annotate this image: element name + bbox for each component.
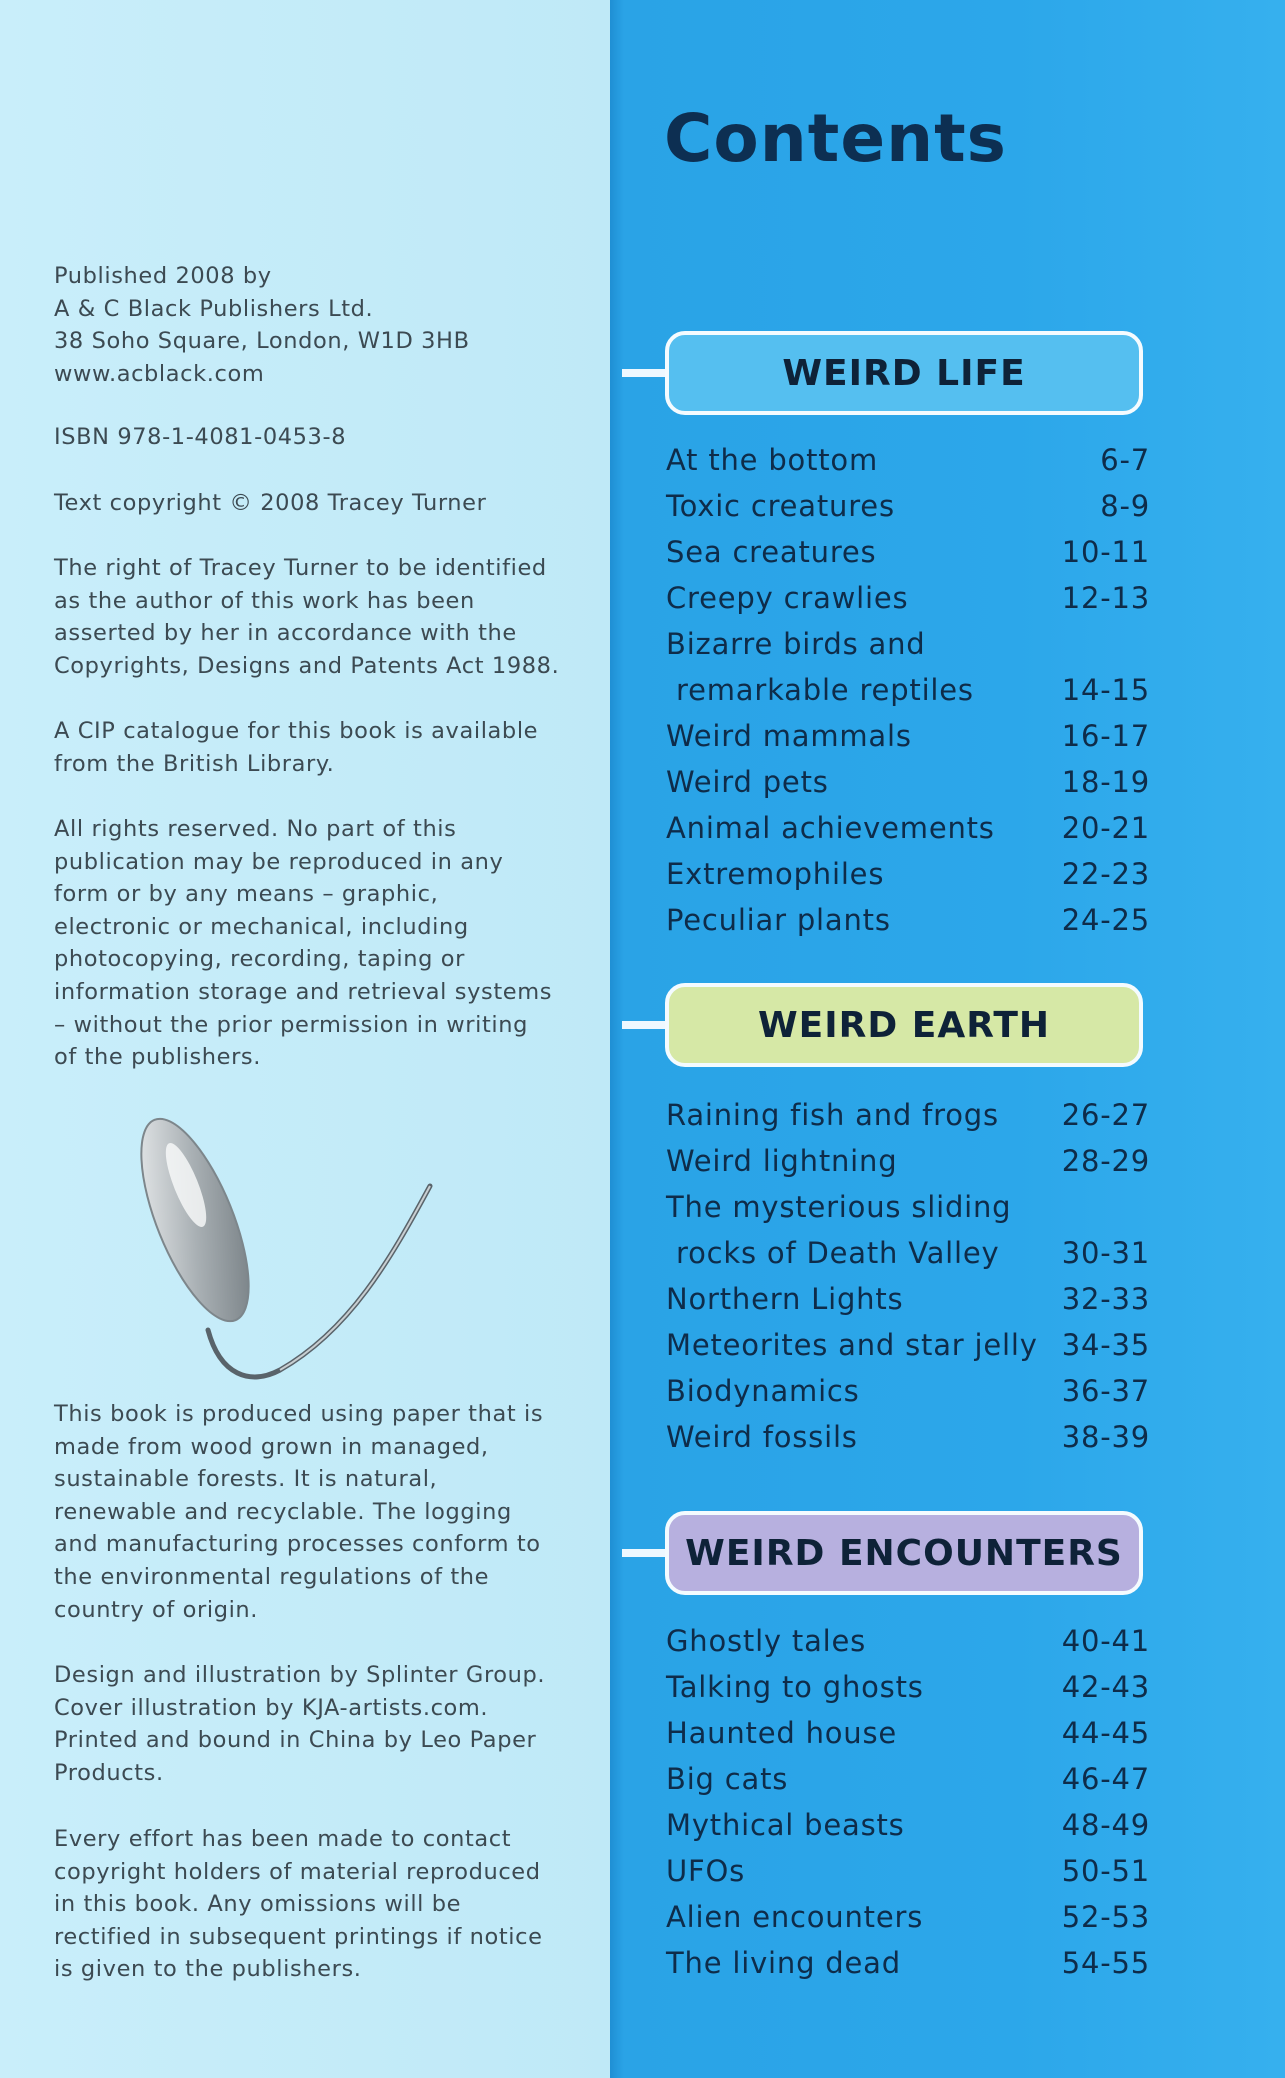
toc-entry-pages: 20-21 bbox=[1061, 811, 1150, 845]
toc-entry[interactable] bbox=[666, 1420, 1150, 1466]
imprint-line: form or by any means – graphic, bbox=[54, 881, 439, 908]
toc-entry-pages: 42-43 bbox=[1061, 1670, 1150, 1704]
section-header: WEIRD ENCOUNTERS bbox=[665, 1511, 1143, 1595]
toc-entry-pages: 36-37 bbox=[1061, 1374, 1150, 1408]
imprint-line: Design and illustration by Splinter Group. bbox=[54, 1662, 546, 1688]
imprint-line: rectified in subsequent printings if notice bbox=[54, 1923, 543, 1950]
page-title: Contents bbox=[664, 100, 1007, 177]
imprint-line: is given to the publishers. bbox=[54, 1956, 362, 1983]
toc-entry-pages: 10-11 bbox=[1061, 535, 1150, 569]
imprint-line: of the publishers. bbox=[54, 1044, 261, 1071]
toc-entry[interactable] bbox=[666, 1328, 1150, 1374]
imprint-line: ISBN 978-1-4081-0453-8 bbox=[54, 424, 347, 450]
toc-entry-title: Weird lightning bbox=[666, 1144, 898, 1178]
toc-entry-pages: 38-39 bbox=[1061, 1420, 1150, 1454]
toc-entry-pages: 48-49 bbox=[1061, 1808, 1150, 1842]
toc-entry-title: Toxic creatures bbox=[666, 489, 895, 523]
toc-entry-title: Creepy crawlies bbox=[666, 581, 909, 615]
imprint-paragraph bbox=[54, 1398, 543, 1626]
imprint-line: www.acblack.com bbox=[54, 360, 265, 387]
imprint-line: as the author of this work has been bbox=[54, 587, 475, 614]
imprint-paragraph bbox=[54, 487, 486, 520]
toc-entry-title: Ghostly tales bbox=[666, 1624, 867, 1658]
imprint-paragraph bbox=[54, 813, 552, 1074]
toc-entry-title: At the bottom bbox=[666, 443, 879, 477]
imprint-line: Printed and bound in China by Leo Paper bbox=[54, 1727, 537, 1754]
toc-entry-title: The living dead bbox=[666, 1946, 901, 1980]
toc-entry-pages: 40-41 bbox=[1061, 1624, 1150, 1658]
toc-entry[interactable] bbox=[666, 765, 1150, 811]
imprint-paragraph bbox=[54, 421, 346, 454]
toc-entry-pages: 30-31 bbox=[1061, 1236, 1150, 1270]
toc-entry-pages: 44-45 bbox=[1061, 1716, 1150, 1750]
imprint-line: Text copyright © 2008 Tracey Turner bbox=[54, 490, 487, 516]
toc-entry[interactable] bbox=[666, 1190, 1150, 1236]
toc-entry-title: Talking to ghosts bbox=[666, 1670, 924, 1704]
imprint-line: renewable and recyclable. The logging bbox=[54, 1498, 512, 1525]
imprint-paragraph bbox=[54, 260, 470, 390]
toc-entry-title: rocks of Death Valley bbox=[666, 1236, 1000, 1270]
toc-entry-pages: 8-9 bbox=[1100, 489, 1150, 523]
toc-entry[interactable] bbox=[666, 1098, 1150, 1144]
imprint-line: Cover illustration by KJA-artists.com. bbox=[54, 1694, 489, 1721]
imprint-line: made from wood grown in managed, bbox=[54, 1433, 489, 1460]
toc-entry-pages: 52-53 bbox=[1061, 1900, 1150, 1934]
toc-entry-pages: 54-55 bbox=[1061, 1946, 1150, 1980]
toc-entry-title: Bizarre birds and bbox=[666, 627, 926, 661]
toc-entry[interactable] bbox=[666, 1624, 1150, 1670]
toc-entry[interactable] bbox=[666, 1854, 1150, 1900]
section-connector bbox=[622, 369, 667, 377]
imprint-line: photocopying, recording, taping or bbox=[54, 946, 465, 973]
toc-entry[interactable] bbox=[666, 811, 1150, 857]
toc-entry-pages: 28-29 bbox=[1061, 1144, 1150, 1178]
imprint-line: The right of Tracey Turner to be identified bbox=[54, 555, 547, 581]
toc-entry-title: Sea creatures bbox=[666, 535, 877, 569]
imprint-paragraph bbox=[54, 715, 538, 780]
toc-entry-pages: 22-23 bbox=[1061, 857, 1150, 891]
imprint-line: – without the prior permission in writing bbox=[54, 1011, 528, 1038]
toc-entry-title: UFOs bbox=[666, 1854, 746, 1888]
imprint-line: from the British Library. bbox=[54, 750, 335, 777]
toc-entry-pages: 6-7 bbox=[1100, 443, 1150, 477]
section-connector bbox=[622, 1021, 667, 1029]
toc-entry[interactable] bbox=[666, 1716, 1150, 1762]
imprint-line: asserted by her in accordance with the bbox=[54, 620, 517, 647]
toc-entry-pages: 18-19 bbox=[1061, 765, 1150, 799]
toc-entry-title: Alien encounters bbox=[666, 1900, 924, 1934]
toc-entry-title: Extremophiles bbox=[666, 857, 885, 891]
toc-entry-title: Weird mammals bbox=[666, 719, 912, 753]
imprint-line: Every effort has been made to contact bbox=[54, 1826, 512, 1852]
toc-entry-title: The mysterious sliding bbox=[666, 1190, 1012, 1224]
toc-entry[interactable] bbox=[666, 489, 1150, 535]
toc-entry-title: Big cats bbox=[666, 1762, 789, 1796]
toc-entry-title: Raining fish and frogs bbox=[666, 1098, 999, 1132]
toc-entry[interactable] bbox=[666, 1374, 1150, 1420]
imprint-line: information storage and retrieval systems bbox=[54, 978, 553, 1005]
imprint-line: All rights reserved. No part of this bbox=[54, 816, 457, 842]
imprint-line: publication may be reproduced in any bbox=[54, 848, 504, 875]
imprint-line: copyright holders of material reproduced bbox=[54, 1858, 541, 1885]
toc-entry-pages: 24-25 bbox=[1061, 903, 1150, 937]
imprint-line: the environmental regulations of the bbox=[54, 1563, 490, 1590]
toc-entry[interactable] bbox=[666, 581, 1150, 627]
toc-entry-pages: 32-33 bbox=[1061, 1282, 1150, 1316]
toc-entry-title: Mythical beasts bbox=[666, 1808, 905, 1842]
imprint-line: in this book. Any omissions will be bbox=[54, 1891, 462, 1918]
toc-entry-title: Haunted house bbox=[666, 1716, 898, 1750]
toc-entry-title: Meteorites and star jelly bbox=[666, 1328, 1038, 1362]
toc-entry[interactable] bbox=[666, 903, 1150, 949]
toc-entry[interactable] bbox=[666, 1762, 1150, 1808]
toc-entry-pages: 46-47 bbox=[1061, 1762, 1150, 1796]
toc-entry[interactable] bbox=[666, 1670, 1150, 1716]
toc-entry-title: remarkable reptiles bbox=[666, 673, 974, 707]
toc-entry[interactable] bbox=[666, 535, 1150, 581]
toc-entry[interactable] bbox=[666, 1808, 1150, 1854]
imprint-line: country of origin. bbox=[54, 1596, 259, 1623]
imprint-line: Copyrights, Designs and Patents Act 1988. bbox=[54, 652, 560, 679]
imprint-line: 38 Soho Square, London, W1D 3HB bbox=[54, 328, 470, 355]
toc-entry[interactable] bbox=[666, 1946, 1150, 1992]
toc-entry-pages: 50-51 bbox=[1061, 1854, 1150, 1888]
imprint-paragraph bbox=[54, 552, 559, 682]
toc-entry-title: Weird pets bbox=[666, 765, 829, 799]
toc-entry-title: Biodynamics bbox=[666, 1374, 860, 1408]
section-header: WEIRD EARTH bbox=[665, 983, 1143, 1067]
toc-entry[interactable] bbox=[666, 719, 1150, 765]
toc-entry-title: Northern Lights bbox=[666, 1282, 904, 1316]
toc-entry-title: Animal achievements bbox=[666, 811, 995, 845]
imprint-paragraph bbox=[54, 1659, 545, 1789]
toc-entry-pages: 16-17 bbox=[1061, 719, 1150, 753]
toc-entry[interactable] bbox=[666, 1282, 1150, 1328]
imprint-line: A CIP catalogue for this book is available bbox=[54, 718, 539, 744]
bent-spoon-illustration bbox=[140, 1090, 440, 1385]
toc-entry[interactable] bbox=[666, 857, 1150, 903]
imprint-line: This book is produced using paper that is bbox=[54, 1401, 544, 1427]
toc-entry[interactable] bbox=[666, 1900, 1150, 1946]
toc-entry-pages: 34-35 bbox=[1061, 1328, 1150, 1362]
imprint-line: and manufacturing processes conform to bbox=[54, 1531, 541, 1558]
section-connector bbox=[622, 1549, 667, 1557]
toc-entry-pages: 14-15 bbox=[1061, 673, 1150, 707]
section-header: WEIRD LIFE bbox=[665, 331, 1143, 415]
toc-entry[interactable] bbox=[666, 627, 1150, 673]
toc-entry-pages: 12-13 bbox=[1061, 581, 1150, 615]
toc-entry-title: Weird fossils bbox=[666, 1420, 858, 1454]
imprint-line: A & C Black Publishers Ltd. bbox=[54, 295, 374, 322]
toc-entry[interactable] bbox=[666, 673, 1150, 719]
imprint-line: Published 2008 by bbox=[54, 263, 272, 289]
toc-entry-title: Peculiar plants bbox=[666, 903, 891, 937]
imprint-paragraph bbox=[54, 1823, 543, 1986]
toc-entry[interactable] bbox=[666, 443, 1150, 489]
imprint-line: electronic or mechanical, including bbox=[54, 913, 469, 940]
imprint-line: Products. bbox=[54, 1759, 164, 1786]
toc-entry[interactable] bbox=[666, 1144, 1150, 1190]
toc-entry-pages: 26-27 bbox=[1061, 1098, 1150, 1132]
imprint-line: sustainable forests. It is natural, bbox=[54, 1466, 438, 1493]
toc-entry[interactable] bbox=[666, 1236, 1150, 1282]
